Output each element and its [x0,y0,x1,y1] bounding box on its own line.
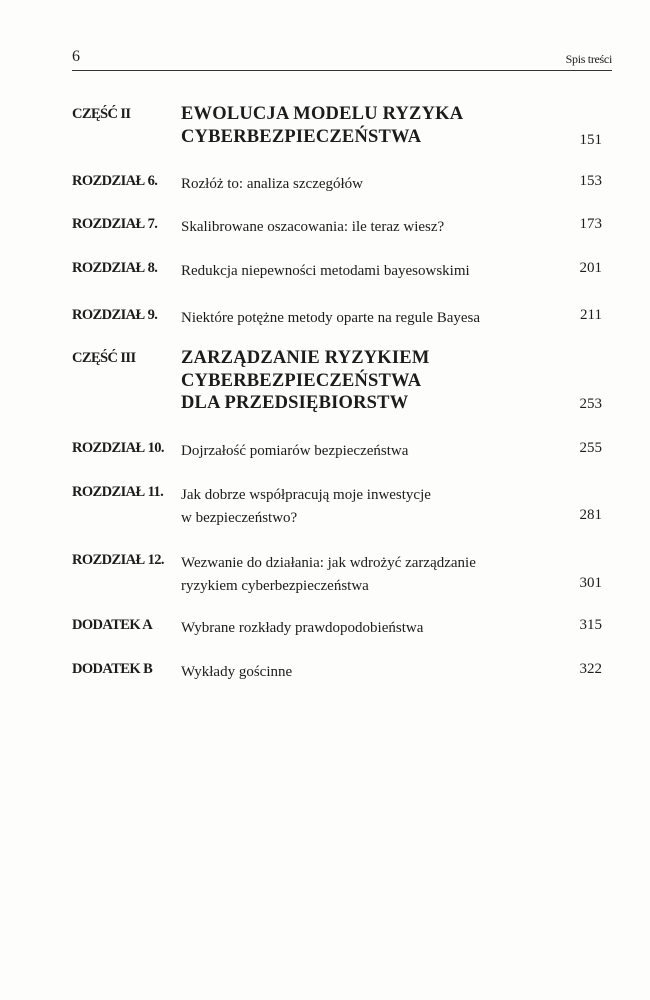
page-number: 6 [72,48,80,65]
entry-page: 151 [579,132,602,148]
entry-page: 173 [579,216,602,232]
entry-title: Skalibrowane oszacowania: ile teraz wiesz? [181,219,445,235]
entry-label: ROZDZIAŁ 6. [72,173,158,189]
entry-page: 301 [579,575,602,591]
entry-title: Wezwanie do działania: jak wdrożyć zarządzanie ryzykiem cyberbezpieczeństwa [181,555,476,594]
entry-page: 281 [579,507,602,523]
entry-page: 253 [579,396,602,412]
entry-page: 211 [580,307,602,323]
entry-title: ZARZĄDZANIE RYZYKIEM CYBERBEZPIECZEŃSTWA DLA PRZEDSIĘBIORSTW [181,348,430,413]
entry-title: Rozłóż to: analiza szczegółów [181,176,364,192]
entry-label: DODATEK B [72,661,153,677]
entry-title: Wybrane rozkłady prawdopodobieństwa [181,620,424,636]
entry-label: ROZDZIAŁ 11. [72,484,164,500]
entry-label: DODATEK A [72,617,153,633]
entry-label: ROZDZIAŁ 9. [72,307,158,323]
entry-title: Jak dobrze współpracują moje inwestycje w bezpieczeństwo? [181,487,431,526]
entry-title: Dojrzałość pomiarów bezpieczeństwa [181,443,409,459]
entry-title: Redukcja niepewności metodami bayesowskimi [181,263,470,279]
running-title: Spis treści [565,52,612,66]
entry-title: Wykłady gościnne [181,664,293,680]
entry-page: 201 [579,260,602,276]
header-rule [72,70,612,71]
entry-title: Niektóre potężne metody oparte na regule Bayesa [181,310,481,326]
entry-label: ROZDZIAŁ 7. [72,216,158,232]
entry-page: 322 [579,661,602,677]
entry-title: EWOLUCJA MODELU RYZYKA CYBERBEZPIECZEŃSTWA [181,104,464,147]
entry-label: ROZDZIAŁ 8. [72,260,158,276]
entry-label: ROZDZIAŁ 10. [72,440,164,456]
entry-label: ROZDZIAŁ 12. [72,552,164,568]
entry-page: 315 [579,617,602,633]
entry-label: CZĘŚĆ III [72,350,136,366]
entry-page: 153 [579,173,602,189]
entry-page: 255 [579,440,602,456]
entry-label: CZĘŚĆ II [72,106,131,122]
